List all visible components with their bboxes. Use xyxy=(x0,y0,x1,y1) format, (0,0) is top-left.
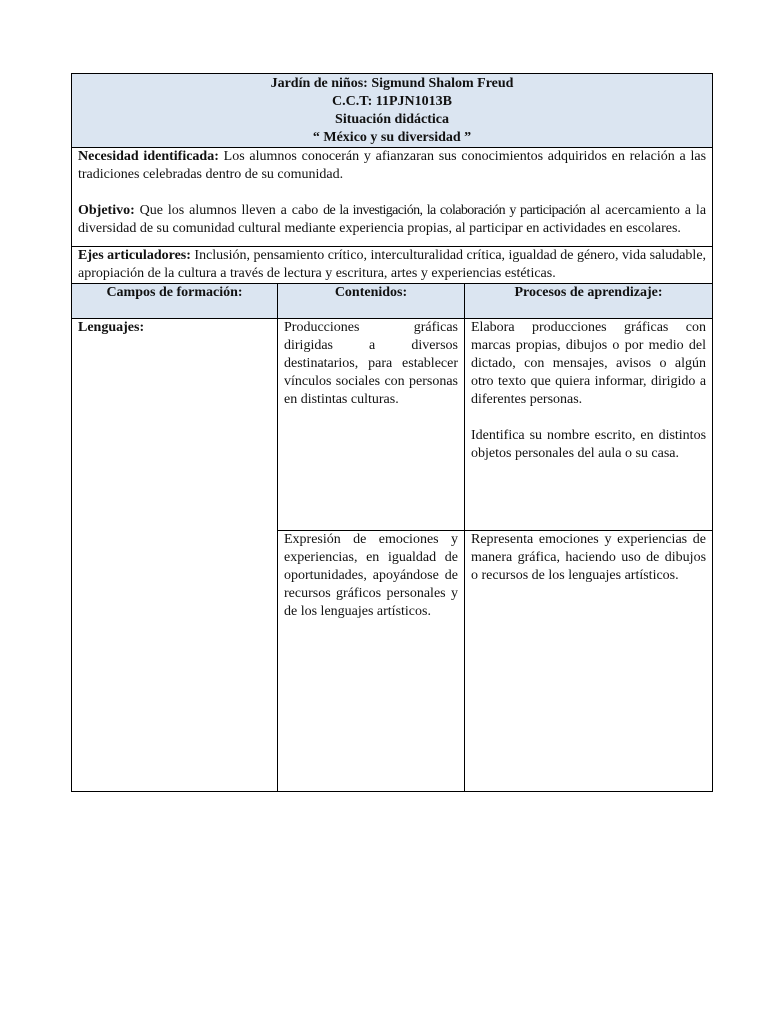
school-name: Jardín de niños: Sigmund Shalom Freud xyxy=(270,76,514,91)
proceso-text-2a: Representa emociones y experiencias de manera gráfica, haciendo uso de dibujos o recursos de los lenguajes artísticos. xyxy=(471,532,707,583)
situation-title: “ México y su diversidad ” xyxy=(312,130,472,145)
ejes-cell xyxy=(72,247,713,284)
objetivo-paragraph xyxy=(78,202,706,238)
contenido-cell-2 xyxy=(278,531,465,792)
column-header-procesos: Procesos de aprendizaje: xyxy=(465,284,713,319)
cct-code: C.C.T: 11PJN1013B xyxy=(332,94,452,109)
contenido-text-1: Producciones gráficas dirigidas a diversos destinatarios, para establecer vínculos sociales con personas en distintas culturas. xyxy=(284,320,458,407)
objetivo-text-c: al acercamiento a la diversidad de su comunidad cultural mediante experiencia propias, al participar en actividades en escolares. xyxy=(78,203,707,236)
objetivo-text-a: Que los alumnos lleven a cabo xyxy=(134,203,324,218)
objetivo-label: Objetivo: xyxy=(78,203,135,218)
necesidad-paragraph xyxy=(78,148,706,184)
proceso-text-1a: Elabora producciones gráficas con marcas propias, dibujos o por medio del dictado, con mensajes, avisos o algún otro texto que quiera informar, dirigido a diferentes personas. xyxy=(471,320,707,407)
proceso-text-1b: Identifica su nombre escrito, en distintos objetos personales del aula o su casa. xyxy=(471,428,707,461)
header-cell xyxy=(72,74,713,148)
ejes-paragraph xyxy=(78,247,706,283)
column-header-contenidos: Contenidos: xyxy=(278,284,465,319)
ejes-label: Ejes articuladores: xyxy=(78,248,191,263)
contenido-text-2: Expresión de emociones y experiencias, en igualdad de oportunidades, apoyándose de recursos gráficos personales y de los lenguajes artísticos. xyxy=(284,532,458,619)
necesidad-label: Necesidad identificada: xyxy=(78,149,219,164)
procesos-cell-2 xyxy=(465,531,713,792)
contenido-cell-1 xyxy=(278,319,465,531)
situation-type: Situación didáctica xyxy=(335,112,449,127)
ejes-text: Inclusión, pensamiento crítico, interculturalidad crítica, igualdad de género, vida saludable, apropiación de la cultura a través de lectura y escritura, artes y experiencias estéticas. xyxy=(78,248,707,281)
procesos-cell-1 xyxy=(465,319,713,531)
didactic-plan-table xyxy=(71,73,713,792)
necesidad-objetivo-cell xyxy=(72,148,713,247)
campo-lenguajes: Lenguajes: xyxy=(72,319,278,792)
necesidad-text: Los alumnos conocerán y afianzaran sus conocimientos adquiridos en relación a las tradiciones celebradas dentro de su comunidad. xyxy=(78,149,707,182)
column-header-campos: Campos de formación: xyxy=(72,284,278,319)
objetivo-text-b: de la investigación, la colaboración y participación xyxy=(323,203,586,218)
